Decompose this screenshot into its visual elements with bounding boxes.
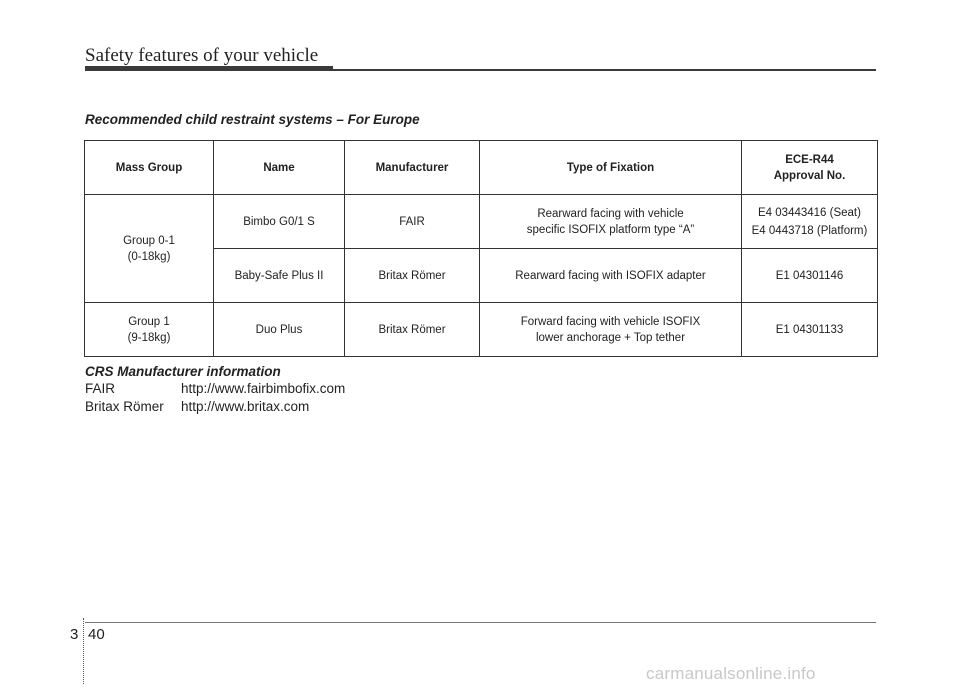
crs-info-entry: [85, 381, 345, 396]
approval-line1: E4 03443416 (Seat): [758, 206, 861, 219]
table-header-row: [85, 141, 878, 195]
header-approval-line2: Approval No.: [773, 169, 846, 182]
approval-line2: E4 0443718 (Platform): [751, 224, 868, 237]
group-label: Group 0-1: [123, 234, 175, 247]
crs-info-entry: [85, 399, 309, 414]
cell-manufacturer: Britax Römer: [345, 303, 480, 357]
header-approval-line1: ECE-R44: [785, 153, 834, 166]
section-title: Recommended child restraint systems – For Europe: [85, 112, 420, 127]
table-row: [85, 303, 878, 357]
cell-fixation: [480, 195, 742, 249]
cell-approval: E1 04301146: [742, 249, 878, 303]
fixation-line1: Forward facing with vehicle ISOFIX: [520, 315, 701, 328]
cell-manufacturer: Britax Römer: [345, 249, 480, 303]
page-number: 40: [88, 626, 105, 643]
group-label: Group 1: [128, 315, 170, 328]
crs-info-url[interactable]: http://www.britax.com: [181, 399, 310, 414]
cell-name: Bimbo G0/1 S: [214, 195, 345, 249]
cell-fixation: Rearward facing with ISOFIX adapter: [480, 249, 742, 303]
cell-fixation: [480, 303, 742, 357]
fixation-line2: specific ISOFIX platform type “A”: [526, 223, 695, 236]
header-name: Name: [214, 141, 345, 195]
watermark: carmanualsonline.info: [646, 664, 816, 683]
fixation-line1: Rearward facing with vehicle: [537, 207, 684, 220]
group-range: (9-18kg): [127, 331, 171, 344]
group-range: (0-18kg): [127, 250, 171, 263]
fixation-line2: lower anchorage + Top tether: [535, 331, 686, 344]
cell-mass-group: [85, 195, 214, 303]
crs-info-title: CRS Manufacturer information: [85, 364, 281, 379]
footer-divider: [83, 618, 84, 684]
cell-mass-group: [85, 303, 214, 357]
header-mass-group: Mass Group: [85, 141, 214, 195]
cell-name: Baby-Safe Plus II: [214, 249, 345, 303]
footer-rule: [85, 622, 876, 623]
cell-name: Duo Plus: [214, 303, 345, 357]
cell-approval: E1 04301133: [742, 303, 878, 357]
header-type-of-fixation: Type of Fixation: [480, 141, 742, 195]
crs-info-manufacturer: Britax Römer: [85, 399, 164, 414]
page-header-title: Safety features of your vehicle: [85, 45, 319, 66]
crs-info-url[interactable]: http://www.fairbimbofix.com: [181, 381, 346, 396]
cell-manufacturer: FAIR: [345, 195, 480, 249]
header-manufacturer: Manufacturer: [345, 141, 480, 195]
chapter-number: 3: [70, 626, 79, 643]
header-approval: [742, 141, 878, 195]
crs-table: [84, 140, 878, 357]
crs-info-manufacturer: FAIR: [85, 381, 116, 396]
header-rule-thin: [333, 69, 876, 71]
header-rule-thick: [85, 66, 333, 71]
table-row: [85, 195, 878, 249]
cell-approval: [742, 195, 878, 249]
